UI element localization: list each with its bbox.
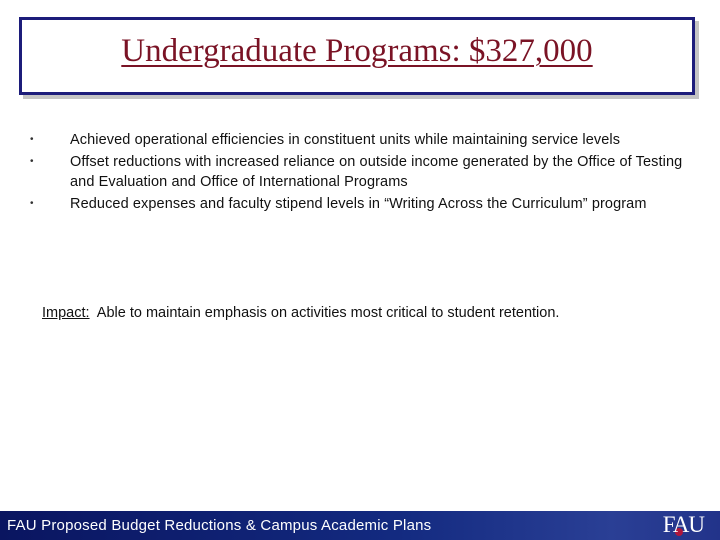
impact-statement [42, 303, 712, 323]
bullet-icon: • [30, 134, 34, 145]
title-box [19, 17, 695, 95]
bullet-item [30, 194, 690, 214]
bullet-text: Offset reductions with increased reliance on outside income generated by the Office of Testing and Evaluation and Office of International Programs [70, 154, 683, 190]
bullet-item [30, 130, 690, 150]
bullet-item [30, 152, 690, 192]
slide-title: Undergraduate Programs: $327,000 [121, 33, 593, 69]
impact-label: Impact: [42, 305, 90, 321]
bullet-list [30, 130, 690, 216]
bullet-icon: • [30, 198, 34, 209]
impact-text: Able to maintain emphasis on activities most critical to student retention. [89, 305, 560, 321]
bullet-text: Reduced expenses and faculty stipend levels in “Writing Across the Curriculum” program [70, 196, 647, 212]
footer-title: FAU Proposed Budget Reductions & Campus Academic Plans [7, 517, 432, 534]
footer-bar [0, 511, 720, 540]
bullet-text: Achieved operational efficiencies in constituent units while maintaining service levels [70, 132, 621, 148]
bullet-icon: • [30, 156, 34, 167]
fau-logo: FAU [662, 512, 704, 537]
